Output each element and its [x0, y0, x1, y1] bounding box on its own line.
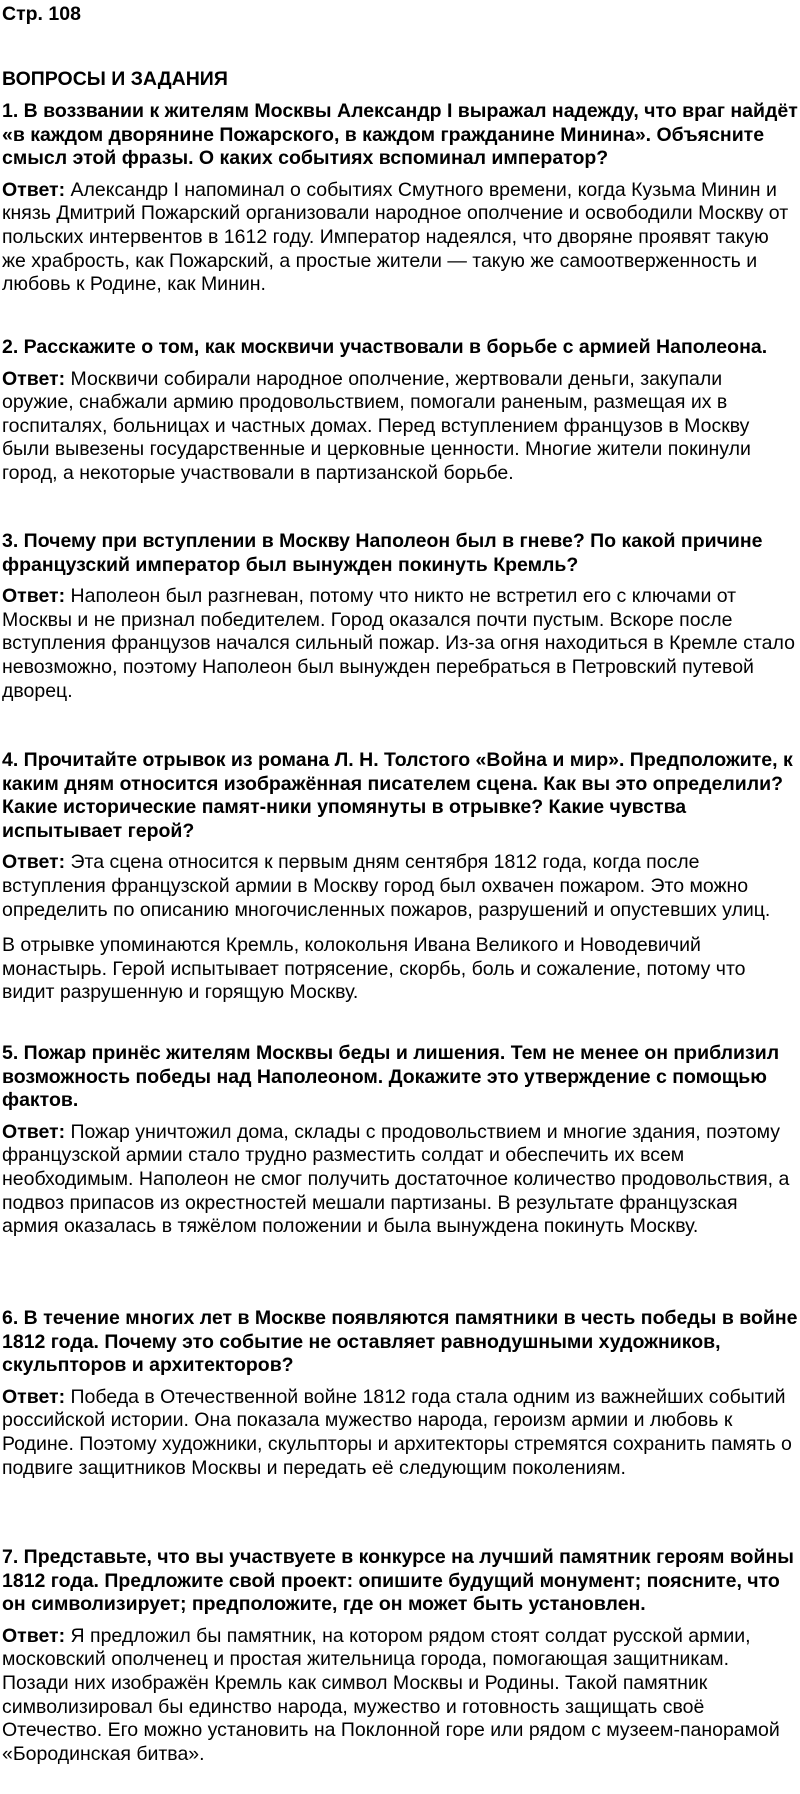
answer-label: Ответ: [2, 1385, 66, 1408]
question-4: 4. Прочитайте отрывок из романа Л. Н. Толстого «Война и мир». Предположите, к каким дням относится изображённая писателем сцена. Как вы это определили? Какие исторические памят-ники упомянуты в отрывке? Какие чувства испытывает герой? [2, 749, 793, 842]
question-1: 1. В воззвании к жителям Москвы Александр I выражал надежду, что враг найдёт «в каждом дворянине Пожарского, в каждом гражданине Минина». Объясните смысл этой фразы. О каких событиях вспоминал император? [2, 100, 798, 170]
answer-text: Александр I напоминал о событиях Смутного времени, когда Кузьма Минин и князь Дмитрий Пожарский организовали народное ополчение и освободили Москву от польских интервентов в 1612 году. Император надеялся, что дворяне проявят такую же храбрость, как Пожарский, а простые жители — такую же самоотверженность и любовь к Родине, как Минин. [2, 178, 789, 296]
answer-label: Ответ: [2, 851, 66, 874]
answer-label: Ответ: [2, 367, 66, 390]
qa-item-7 [2, 1546, 798, 1766]
answer-4b: В отрывке упоминаются Кремль, колокольня Ивана Великого и Новодевичий монастырь. Герой испытывает потрясение, скорбь, боль и сожаление, потому что видит разрушенную и горящую Москву. [2, 934, 746, 1004]
answer-label: Ответ: [2, 585, 66, 608]
qa-item-3 [2, 530, 798, 703]
answer-text: Я предложил бы памятник, на котором рядом стоят солдат русской армии, московский ополченец и простая жительница города, помогающая защитникам. Позади них изображён Кремль как символ Москвы и Родины. Такой памятник символизировал бы единство народа, мужество и готовность защищать своё Отечество. Его можно установить на Поклонной горе или рядом с музеем-панорамой «Бородинская битва». [2, 1624, 780, 1765]
answer-6 [2, 1386, 798, 1480]
answer-label: Ответ: [2, 1624, 66, 1647]
qa-item-2 [2, 336, 798, 486]
answer-5 [2, 1121, 798, 1239]
section-title: ВОПРОСЫ И ЗАДАНИЯ [2, 68, 228, 90]
answer-label: Ответ: [2, 178, 66, 201]
answer-text: Победа в Отечественной войне 1812 года стала одним из важнейших событий российской истории. Она показала мужество народа, героизм армии и любовь к Родине. Поэтому художники, скульпторы и архитекторы стремятся сохранить память о подвиге защитников Москвы и передать её следующим поколениям. [2, 1385, 792, 1479]
qa-item-6 [2, 1307, 798, 1480]
page-number: Стр. 108 [2, 3, 81, 25]
answer-text: Эта сцена относится к первым дням сентября 1812 года, когда после вступления французской армии в Москву город был охвачен пожаром. Это можно определить по описанию многочисленных пожаров, разрушений и опустевших улиц. [2, 851, 771, 921]
answer-text: Пожар уничтожил дома, склады с продовольствием и многие здания, поэтому французской армии стало трудно разместить солдат и обеспечить их всем необходимым. Наполеон не смог получить достаточное количество продовольствия, а подвоз припасов из окрестностей мешали партизаны. В результате французская армия оказалась в тяжёлом положении и была вынуждена покинуть Москву. [2, 1120, 790, 1238]
answer-text: Наполеон был разгневан, потому что никто не встретил его с ключами от Москвы и не признал победителем. Город оказался почти пустым. Вскоре после вступления французов начался сильный пожар. Из-за огня находиться в Кремле стало невозможно, поэтому Наполеон был вынужден перебраться в Петровский путевой дворец. [2, 585, 795, 702]
answer-1 [2, 179, 798, 297]
question-6: 6. В течение многих лет в Москве появляются памятники в честь победы в войне 1812 года. Почему это событие не оставляет равнодушными художников, скульпторов и архитекторов? [2, 1307, 798, 1377]
question-2: 2. Расскажите о том, как москвичи участвовали в борьбе с армией Наполеона. [2, 336, 768, 358]
answer-7 [2, 1625, 798, 1767]
answer-label: Ответ: [2, 1120, 66, 1143]
qa-item-5 [2, 1042, 798, 1239]
question-7: 7. Представьте, что вы участвуете в конкурсе на лучший памятник героям войны 1812 года. Предложите свой проект: опишите будущий монумент; поясните, что он символизирует; предположите, где он может быть установлен. [2, 1546, 794, 1616]
qa-item-4 [2, 749, 798, 1005]
qa-item-1 [2, 100, 798, 297]
answer-3 [2, 585, 798, 703]
question-5: 5. Пожар принёс жителям Москвы беды и лишения. Тем не менее он приблизил возможность победы над Наполеоном. Докажите это утверждение с помощью фактов. [2, 1042, 780, 1112]
question-3: 3. Почему при вступлении в Москву Наполеон был в гневе? По какой причине французский император был вынужден покинуть Кремль? [2, 530, 763, 576]
answer-4a [2, 851, 798, 922]
answer-text: Москвичи собирали народное ополчение, жертвовали деньги, закупали оружие, снабжали армию продовольствием, помогали раненым, размещая их в госпиталях, больницах и частных домах. Перед вступлением французов в Москву были вывезены государственные и церковные ценности. Многие жители покинули город, а некоторые участвовали в партизанской борьбе. [2, 367, 751, 484]
answer-2 [2, 368, 798, 486]
